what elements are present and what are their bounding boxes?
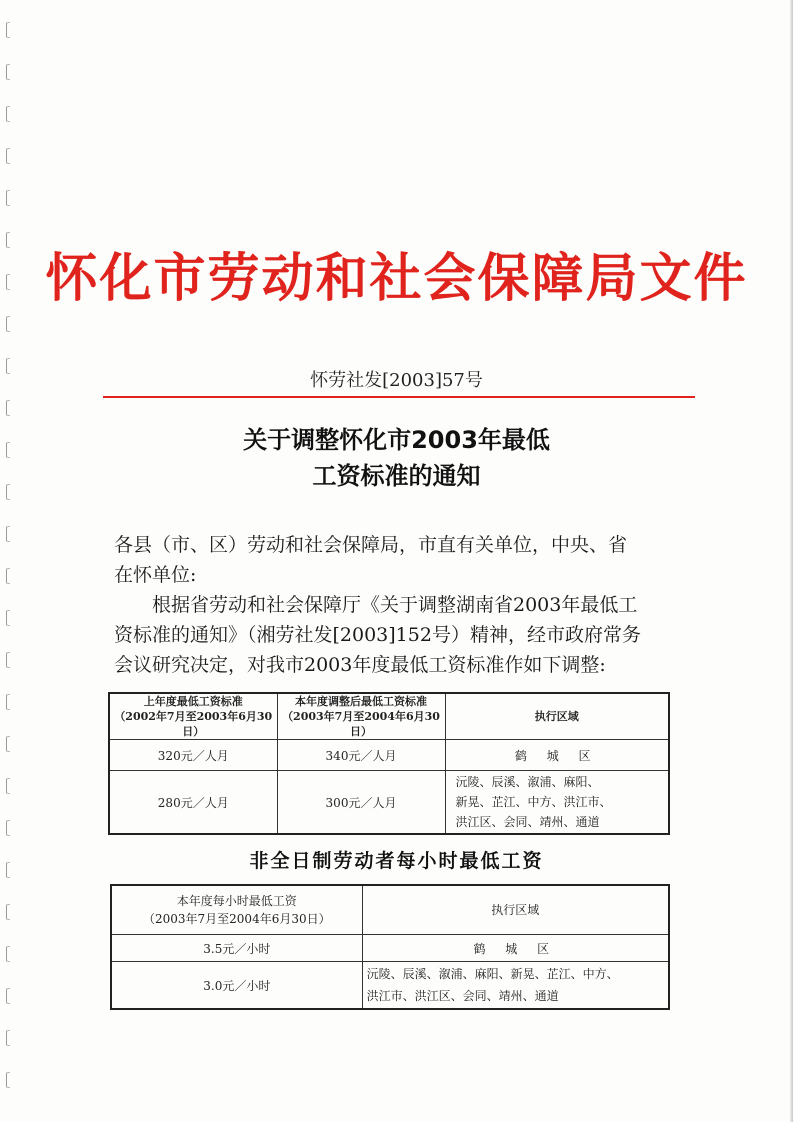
header-hourly-period: （2003年7月至2004年6月30日） [142,912,331,926]
paragraph-line-3: 会议研究决定，对我市2003年度最低工资标准作如下调整: [114,654,606,676]
table-header-row [111,885,669,935]
region-line-2: 洪江市、洪江区、会同、靖州、通道 [366,989,559,1003]
table-row [109,740,669,771]
header-new-standard [277,693,445,740]
region-line-2: 新晃、芷江、中方、洪江市、 [455,795,612,809]
hourly-rate-cell: 3.0元／小时 [111,962,362,1010]
paragraph-line-2: 资标准的通知》（湘劳社发[2003]152号）精神，经市政府常务 [114,624,641,646]
hourly-wage-section-title: 非全日制劳动者每小时最低工资 [249,850,544,872]
table-row [111,935,669,962]
table-row [111,962,669,1010]
notice-title [0,422,793,494]
table-header-row [109,693,669,740]
new-standard-cell: 340元／人月 [277,740,445,771]
region-cell: 鹤 城 区 [362,935,669,962]
header-new-period: （2003年7月至2004年6月30日） [282,710,440,738]
prev-standard-cell: 280元／人月 [109,771,277,835]
hourly-rate-cell: 3.5元／小时 [111,935,362,962]
region-cell: 鹤 城 区 [445,740,669,771]
red-divider-line [103,396,695,398]
new-standard-cell: 300元／人月 [277,771,445,835]
header-region: 执行区域 [445,693,669,740]
document-number: 怀劳社发[2003]57号 [310,370,483,391]
recipients-line-2: 在怀单位: [114,564,197,586]
hourly-wage-table [110,884,670,1010]
region-line-1: 沅陵、辰溪、溆浦、麻阳、 [455,775,600,789]
notice-title-line-2: 工资标准的通知 [312,462,481,490]
region-cell [362,962,669,1010]
header-hourly-standard-label: 本年度每小时最低工资 [176,894,297,908]
region-line-3: 洪江区、会同、靖州、通道 [455,815,600,829]
header-hourly-standard [111,885,362,935]
header-prev-standard [109,693,277,740]
recipients-line-1: 各县（市、区）劳动和社会保障局，市直有关单位，中央、省 [114,534,628,556]
body-text [114,530,690,680]
prev-standard-cell: 320元／人月 [109,740,277,771]
binding-holes [6,0,20,1122]
header-prev-period: （2002年7月至2003年6月30日） [114,710,273,738]
header-region: 执行区域 [362,885,669,935]
paragraph-line-1: 根据省劳动和社会保障厅《关于调整湖南省2003年最低工 [152,594,638,616]
region-cell [445,771,669,835]
header-prev-standard-label: 上年度最低工资标准 [143,695,243,708]
notice-title-line-1: 关于调整怀化市2003年最低 [243,426,550,454]
monthly-wage-table [108,692,670,835]
header-new-standard-label: 本年度调整后最低工资标准 [295,695,427,708]
region-line-1: 沅陵、辰溪、溆浦、麻阳、新晃、芷江、中方、 [366,967,619,981]
org-header-title: 怀化市劳动和社会保障局文件 [45,248,748,309]
table-row [109,771,669,835]
